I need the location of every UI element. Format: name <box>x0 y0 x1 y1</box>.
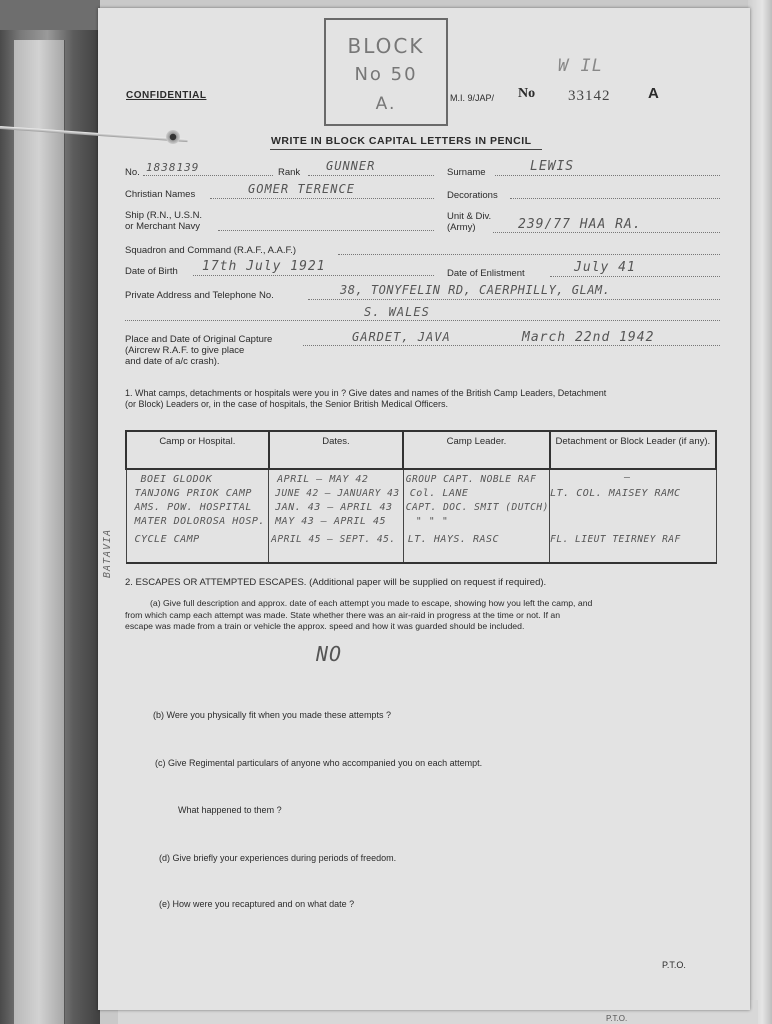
detachment-entry: — <box>624 472 631 483</box>
christian-names-label: Christian Names <box>125 189 196 200</box>
leader-entry: CAPT. DOC. SMIT (DUTCH) <box>405 502 549 513</box>
address-value-2: S. WALES <box>364 305 430 319</box>
header-leader: Camp Leader. <box>403 431 549 469</box>
enlistment-label: Date of Enlistment <box>447 268 525 279</box>
question-2-title: 2. ESCAPES OR ATTEMPTED ESCAPES. (Additional paper will be supplied on request if required). <box>125 577 547 588</box>
decorations-label: Decorations <box>447 190 498 201</box>
form-number: 33142 <box>568 88 611 104</box>
page-edges <box>748 0 772 1024</box>
number-label: No <box>518 86 536 101</box>
no-value: 1838139 <box>146 161 200 174</box>
question-2c: (c) Give Regimental particulars of anyone who accompanied you on each attempt. <box>155 758 483 768</box>
camp-entry: MATER DOLOROSA HOSP. <box>134 516 265 527</box>
capture-label-1: Place and Date of Original Capture <box>125 334 273 345</box>
dob-value: 17th July 1921 <box>202 259 326 274</box>
rank-value: GUNNER <box>326 159 376 173</box>
form-ref: M.I. 9/JAP/ <box>450 93 495 103</box>
christian-line <box>210 198 434 199</box>
rank-label: Rank <box>278 167 301 178</box>
ship-label-2: or Merchant Navy <box>125 221 200 232</box>
instruction-heading: WRITE IN BLOCK CAPITAL LETTERS IN PENCIL <box>271 135 532 147</box>
unit-label-1: Unit & Div. <box>447 211 492 222</box>
dob-label: Date of Birth <box>125 266 178 277</box>
camps-table <box>125 430 717 564</box>
address-line-1 <box>308 299 720 300</box>
header-dates: Dates. <box>269 431 404 469</box>
capture-place: GARDET, JAVA <box>352 330 451 344</box>
dates-entry: JUNE 42 — JANUARY 43 <box>275 488 400 499</box>
surname-label: Surname <box>447 167 486 178</box>
dates-entry: JAN. 43 — APRIL 43 <box>275 502 393 513</box>
no-label: No. <box>125 167 140 178</box>
table-header-row <box>126 431 716 469</box>
camp-entry: TANJONG PRIOK CAMP <box>134 488 252 499</box>
leader-entry: " " " <box>415 516 449 527</box>
instruction-underline <box>270 149 542 150</box>
question-2a-line-2: from which camp each attempt was made. State whether there was an air-raid in progress at the time or not. If an <box>125 610 561 620</box>
question-2b: (b) Were you physically fit when you made these attempts ? <box>153 710 391 720</box>
header-detachment: Detachment or Block Leader (if any). <box>550 431 716 469</box>
question-1-line-1: 1. What camps, detachments or hospitals were you in ? Give dates and names of the British Camp Leaders, Detachment <box>125 388 607 398</box>
camp-entry: BOEI GLODOK <box>140 474 213 485</box>
unit-line <box>493 232 720 233</box>
enlistment-value: July 41 <box>574 260 636 275</box>
eyelet-hole-icon <box>166 130 180 144</box>
leader-entry: Col. LANE <box>409 488 469 499</box>
ship-line <box>218 230 434 231</box>
pow-questionnaire-form <box>98 8 750 1010</box>
capture-label-3: and date of a/c crash). <box>125 356 220 367</box>
confidential-label: CONFIDENTIAL <box>126 90 207 101</box>
form-suffix: A <box>648 85 659 102</box>
dates-entry: APRIL 45 — SEPT. 45. <box>271 534 396 545</box>
stamp-line-1: BLOCK <box>347 34 425 58</box>
question-2c-followup: What happened to them ? <box>178 805 282 815</box>
ship-label-1: Ship (R.N., U.S.N. <box>125 210 203 221</box>
squadron-line <box>338 254 720 255</box>
leader-entry: LT. HAYS. RASC <box>407 534 500 545</box>
escape-answer: NO <box>316 642 343 666</box>
leader-cell <box>403 469 549 563</box>
capture-label-2: (Aircrew R.A.F. to give place <box>125 345 245 356</box>
detachment-cell <box>550 469 716 563</box>
no-line <box>143 175 273 176</box>
block-stamp <box>324 18 448 126</box>
address-line-2 <box>125 320 720 321</box>
table-row <box>126 469 716 563</box>
dates-entry: APRIL — MAY 42 <box>277 474 369 485</box>
stamp-line-2: No 50 <box>354 64 418 85</box>
squadron-label: Squadron and Command (R.A.F., A.A.F.) <box>125 245 297 256</box>
decorations-line <box>510 198 720 199</box>
stamp-line-3: A. <box>375 94 397 114</box>
dates-entry: MAY 43 — APRIL 45 <box>275 516 387 527</box>
surname-value: LEWIS <box>530 159 575 174</box>
enlistment-line <box>550 276 720 277</box>
surname-line <box>495 175 720 176</box>
address-value-1: 38, TONYFELIN RD, CAERPHILLY, GLAM. <box>340 283 611 297</box>
pto-label: P.T.O. <box>662 960 686 970</box>
camp-cell <box>126 469 269 563</box>
camp-entry: AMS. POW. HOSPITAL <box>134 502 252 513</box>
question-1-line-2: (or Block) Leaders or, in the case of hospitals, the Senior British Medical Officers. <box>125 399 448 409</box>
unit-label-2: (Army) <box>447 222 476 233</box>
christian-names-value: GOMER TERENCE <box>248 182 355 196</box>
camp-entry: CYCLE CAMP <box>134 534 200 545</box>
binder-spine <box>14 40 65 1024</box>
batavia-side-note: BATAVIA <box>102 528 113 578</box>
capture-line <box>303 345 720 346</box>
question-2e: (e) How were you recaptured and on what date ? <box>159 899 355 909</box>
unit-value: 239/77 HAA RA. <box>518 217 642 232</box>
corner-mark: W IL <box>558 56 603 76</box>
question-2a-line-3: escape was made from a train or vehicle the approx. speed and how it was guarded should be included. <box>125 621 525 631</box>
address-label: Private Address and Telephone No. <box>125 290 274 301</box>
dates-cell <box>269 469 404 563</box>
question-2d: (d) Give briefly your experiences during periods of freedom. <box>159 853 397 863</box>
question-2a-line-1: (a) Give full description and approx. date of each attempt you made to escape, showing how you left the camp, and <box>150 598 593 608</box>
rank-line <box>308 175 434 176</box>
dob-line <box>193 275 434 276</box>
capture-date: March 22nd 1942 <box>522 330 655 345</box>
under-pto: P.T.O. <box>606 1014 628 1023</box>
detachment-entry: FL. LIEUT TEIRNEY RAF <box>550 534 681 545</box>
detachment-entry: LT. COL. MAISEY RAMC <box>550 488 681 499</box>
header-camp: Camp or Hospital. <box>126 431 269 469</box>
leader-entry: GROUP CAPT. NOBLE RAF <box>405 474 537 485</box>
